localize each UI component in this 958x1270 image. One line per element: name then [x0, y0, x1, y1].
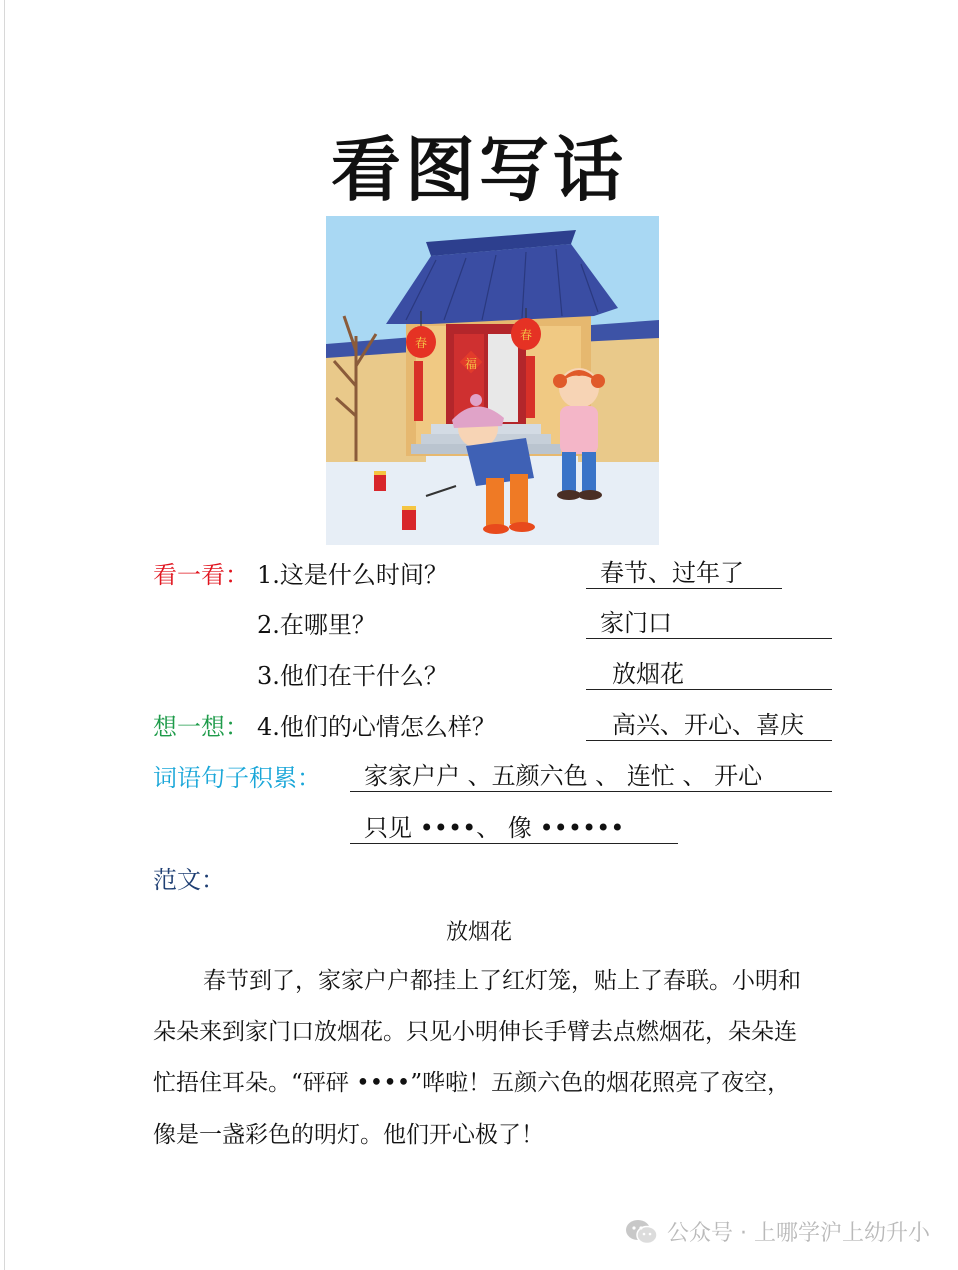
essay-line-3: 忙捂住耳朵。“砰砰 ••••”哗啦！五颜六色的烟花照亮了夜空， [153, 1070, 791, 1096]
question-4: 4.他们的心情怎么样？ [257, 713, 496, 741]
question-2: 2.在哪里？ [257, 611, 376, 639]
page-title: 看图写话 [331, 129, 627, 211]
new-year-illustration [326, 216, 659, 545]
fu-sign-text: 福 [464, 357, 478, 371]
question-1: 1.这是什么时间？ [257, 561, 448, 589]
essay-title: 放烟花 [445, 920, 512, 945]
essay-line-4: 像是一盏彩色的明灯。他们开心极了！ [153, 1122, 544, 1148]
answer-1: 春节、过年了 [586, 558, 782, 589]
vocab-label: 词语句子积累： [153, 764, 321, 792]
essay-line-2: 朵朵来到家门口放烟花。只见小明伸长手臂去点燃烟花，朵朵连 [153, 1019, 797, 1045]
wechat-icon [625, 1218, 659, 1246]
vocab-line-1: 家家户户 、五颜六色 、 连忙 、 开心 [350, 761, 832, 792]
answer-4: 高兴、开心、喜庆 [586, 710, 832, 741]
essay-label: 范文： [153, 866, 225, 894]
vocab-line-2: 只见 ••••、 像 •••••• [350, 813, 678, 844]
essay-line-1: 春节到了，家家户户都挂上了红灯笼，贴上了春联。小明和 [203, 968, 801, 994]
answer-3: 放烟花 [586, 659, 832, 690]
lantern-left-text: 春 [414, 336, 428, 350]
think-label: 想一想： [153, 713, 249, 741]
question-3: 3.他们在干什么？ [257, 662, 448, 690]
watermark [625, 1216, 930, 1247]
lantern-right-text: 春 [519, 328, 533, 342]
look-label: 看一看： [153, 561, 249, 589]
watermark-text: 公众号 · 上哪学沪上幼升小 [667, 1221, 930, 1246]
answer-2: 家门口 [586, 608, 832, 639]
